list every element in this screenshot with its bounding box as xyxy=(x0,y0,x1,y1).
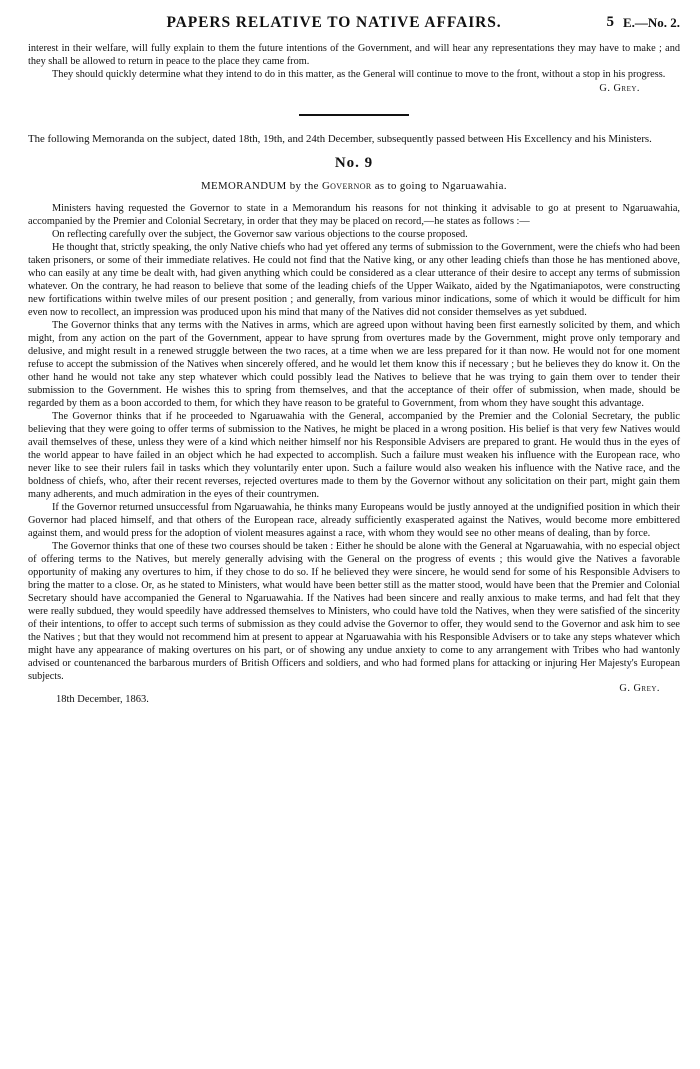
memo-number: No. 9 xyxy=(334,155,374,171)
memo-body xyxy=(28,202,680,705)
page-number: 5 xyxy=(606,14,614,30)
paragraph: The Governor thinks that one of these two courses should be taken : Either he should be alone with the General at Ngaruawahia, with no especial object of offering terms to the Natives, but merely generally advising with the General on the progress of events ; this would give the Natives a favorable opportunity of making any overtures to him, if they chose to do so. If he believed they were sincere, he would send for some of his Responsible Advisers to bring the matter to a close. Or, as he stated to Ministers, what would have been better still as the matter stood, would have been that the Premier and Colonial Secretary should have accompanied the General to Ngaruawahia. If the Natives had been sincere and really anxious to make terms, and had felt that they were really subdued, they would speedily have addressed themselves to Ministers, who could have told the Natives, when they were satisfied of the sincerity of their intentions, to offer to accept such terms of submission as they could advise the Governor to offer, they would send to the Governor and ask him to see the Natives ; but that they would not recommend him at present to appear at Ngaruawahia with his Responsible Advisers or to take any steps whatever which might have any appearance of making overtures on his part, or of showing any undue anxiety to come to any arrangement with Tribes who had wantonly advised or countenanced the barbarous murders of British Officers and soldiers, and who had formed plans for attacking or injuring Her Majesty's European subjects. xyxy=(28,541,680,682)
paragraph: The Governor thinks that any terms with the Natives in arms, which are agreed upon without having been first earnestly solicited by them, and which might, from any action on the part of the Government, appear to have sprung from overtures made by the Government, might prove only temporary and delusive, and might result in a renewed struggle between the two races, at a time when we are less prepared for it than now. He would not for one moment refuse to accept the submission of the Natives when sincerely offered, and he would let them know this if necessary ; but he believes they do know it. On the other hand he would not take any step whatever which could possibly lead the Natives to believe that he was trying to gain them over to tender their submission to the Government. He wishes this to spring from themselves, and that the acceptance of their offer of submission, when made, should be regarded by them as a boon accorded to them, for which they have reason to be grateful to Government, from whom they have sought this advantage. xyxy=(28,320,680,409)
document-page xyxy=(28,14,680,705)
memo-title-governor: Governor xyxy=(321,180,372,192)
memo-title-prefix: MEMORANDUM by the xyxy=(201,180,319,192)
running-title: PAPERS RELATIVE TO NATIVE AFFAIRS. xyxy=(166,14,502,31)
memo-title-suffix: as to going to Ngaruawahia. xyxy=(374,180,507,192)
document-reference: E.—No. 2. xyxy=(622,15,680,30)
signature: G. Grey. xyxy=(599,83,640,94)
intro-text xyxy=(28,132,680,147)
paragraph: On reflecting carefully over the subject, the Governor saw various objections to the course proposed. xyxy=(52,229,468,240)
memo-title xyxy=(28,180,680,192)
paragraph: The Governor thinks that if he proceeded to Ngaruawahia with the General, accompanied by the Premier and the Colonial Secretary, the public believing that they were going to offer terms of submission to the Natives, he might be placed in a wrong position. His belief is that very few Natives would avail themselves of these, unless they were of a kind which neither himself nor his Responsible Advisers are prepared to grant. He would thus in the eyes of the world appear to have failed in an object which he had expected to accomplish. Such a failure must weaken his influence with the European race, who never like to see their rulers fail in tasks which they voluntarily enter upon. Such a failure would also weaken his influence with the Native race, and the boldness of chiefs, who, after their recent reverses, rejected overtures made to them by the Governor without any solicitation on their part, might gain them many adherents, and much admiration in the eyes of their countrymen. xyxy=(28,411,680,500)
paragraph: Ministers having requested the Governor to state in a Memorandum his reasons for not thinking it advisable to go at present to Ngaruawahia, accompanied by the Premier and Colonial Secretary, in order that they may be placed on record,—he states as follows :— xyxy=(28,203,680,227)
memo-date: 18th December, 1863. xyxy=(56,694,149,705)
intro-line: The following Memoranda on the subject, dated 18th, 19th, and 24th December, subsequently passed between His Excellency and his Ministers. xyxy=(28,133,652,145)
paragraph: interest in their welfare, will fully explain to them the future intentions of the Government, and will hear any representations they may have to make ; and they shall be allowed to return in peace to the place they came from. xyxy=(28,43,680,67)
page-header xyxy=(28,14,680,36)
signature: G. Grey. xyxy=(619,683,660,694)
paragraph: They should quickly determine what they intend to do in this matter, as the General will continue to move to the front, without a stop in his progress. xyxy=(52,69,666,80)
paragraph: If the Governor returned unsuccessful from Ngaruawahia, he thinks many Europeans would be justly annoyed at the undignified position in which their Governor had placed himself, and that others of the European race, already sufficiently exasperated against the Natives, would become more embittered against them, and would press for the adoption of violent measures against a race, with whom they would see no other means of dealing, than by force. xyxy=(28,502,680,539)
paragraph: He thought that, strictly speaking, the only Native chiefs who had yet offered any terms of submission to the Government, were the chiefs who had been taken prisoners, or some of their immediate relatives. He could not find that the Native king, or any other leading chiefs than those he has mentioned above, who can easily at any time be dealt with, had given anything which could be considered as a clear utterance of their desire to accept any terms of submission whatever. On the contrary, he had reason to believe that some of the leading chiefs of the Upper Waikato, aided by the Ngatimaniapotos, were constructing new fortifications within twelve miles of our present position ; and generally, from various minor indications, some of which it would be difficult for him even now to recollect, an impression was produced upon his mind that many of the Natives did not consider themselves as yet subdued. xyxy=(28,242,680,318)
top-letter xyxy=(28,42,680,94)
